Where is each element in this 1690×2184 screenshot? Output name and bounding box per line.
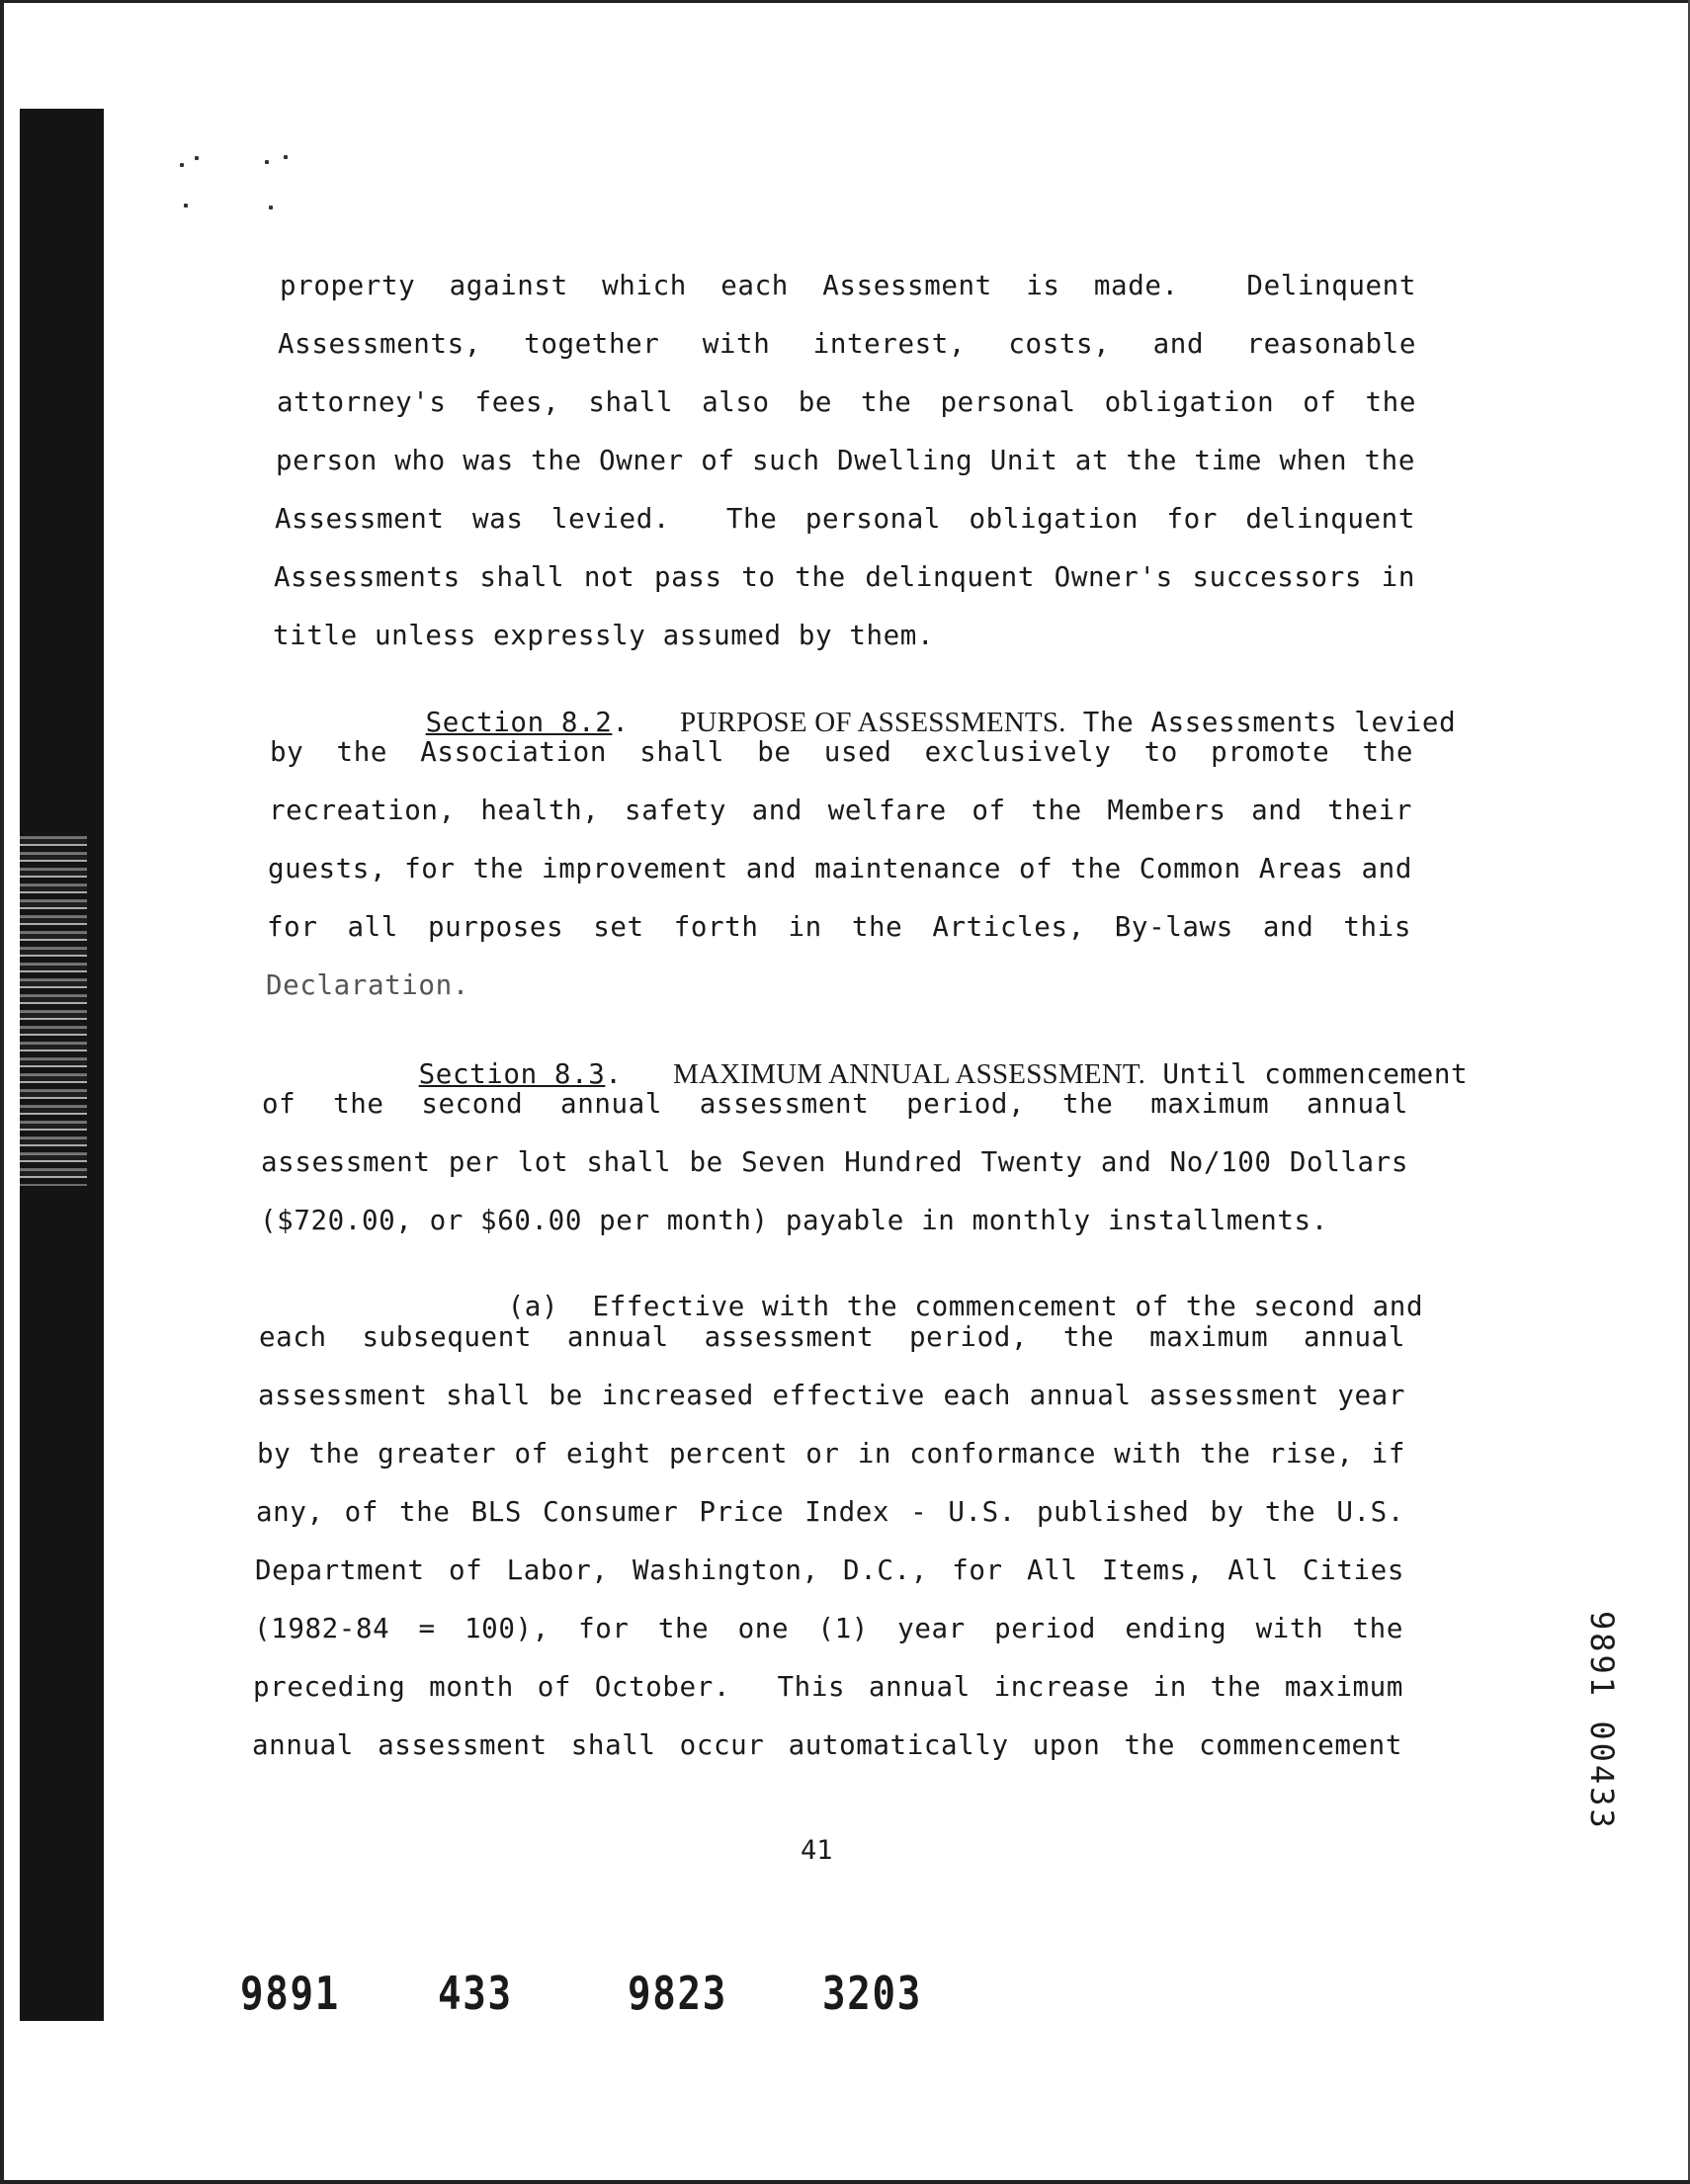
scan-speck	[180, 163, 184, 167]
left-border	[0, 0, 4, 2184]
section-8-2-line: by the Association shall be used exclusively to promote the	[270, 736, 1413, 768]
body-line: property against which each Assessment is made. Delinquent	[280, 270, 1416, 301]
subsection-a-line: (1982-84 = 100), for the one (1) year period ending with the	[254, 1613, 1403, 1644]
section-8-3-line: ($720.00, or $60.00 per month) payable in monthly installments.	[260, 1205, 1328, 1236]
body-line: Assessments shall not pass to the delinquent Owner's successors in	[274, 561, 1415, 593]
body-line: person who was the Owner of such Dwelling Unit at the time when the	[276, 445, 1415, 476]
recording-stamp-part: 9823	[628, 1967, 727, 2020]
subsection-a-text: Effective with the commencement of the second and	[592, 1290, 1424, 1322]
body-line: Assessment was levied. The personal obligation for delinquent	[275, 503, 1415, 535]
scan-speck	[284, 155, 288, 159]
subsection-a-line: assessment shall be increased effective each annual assessment year	[258, 1380, 1405, 1411]
subsection-a-marker: (a)	[507, 1290, 559, 1322]
scan-speck	[195, 156, 199, 160]
section-8-2-first-line: The Assessments levied	[1082, 706, 1457, 738]
body-line: attorney's fees, shall also be the personal obligation of the	[277, 386, 1416, 418]
section-8-2-line: guests, for the improvement and maintenance of the Common Areas and	[268, 853, 1412, 884]
section-8-2-heading-line: Section 8.2. PURPOSE OF ASSESSMENTS. The Assessments levied	[425, 706, 1457, 738]
body-line: Assessments, together with interest, costs, and reasonable	[278, 328, 1416, 360]
section-8-2-line: Declaration.	[266, 969, 469, 1001]
section-8-3-line: assessment per lot shall be Seven Hundred Twenty and No/100 Dollars	[261, 1146, 1408, 1178]
subsection-a-line: annual assessment shall occur automatically upon the commencement	[252, 1729, 1402, 1761]
scan-speck	[265, 160, 269, 164]
bottom-border	[0, 2180, 1690, 2184]
section-8-2-line: for all purposes set forth in the Articles, By-laws and this	[267, 911, 1411, 943]
section-8-2-heading: PURPOSE OF ASSESSMENTS.	[680, 706, 1066, 738]
subsection-a-line: Department of Labor, Washington, D.C., for All Items, All Cities	[255, 1554, 1404, 1586]
section-8-3-label: Section 8.3	[418, 1057, 606, 1090]
subsection-a-line: each subsequent annual assessment period, the maximum annual	[259, 1321, 1405, 1353]
scan-speck	[269, 206, 273, 210]
scan-edge-noise	[20, 830, 87, 1186]
section-8-3-heading: MAXIMUM ANNUAL ASSESSMENT.	[673, 1057, 1146, 1090]
subsection-a-line: by the greater of eight percent or in conformance with the rise, if	[257, 1438, 1405, 1470]
body-line: title unless expressly assumed by them.	[273, 620, 935, 651]
top-border	[0, 0, 1690, 3]
recording-stamp-part: 9891	[240, 1967, 340, 2020]
subsection-a-line: any, of the BLS Consumer Price Index - U.S. published by the U.S.	[256, 1496, 1404, 1528]
recording-stamp-part: 3203	[822, 1967, 922, 2020]
page-number: 41	[801, 1835, 833, 1866]
section-8-3-first-line: Until commencement	[1162, 1057, 1469, 1090]
subsection-a-line: preceding month of October. This annual increase in the maximum	[253, 1671, 1403, 1703]
section-8-2-label: Section 8.2	[425, 706, 613, 738]
recording-stamp-part: 433	[438, 1967, 513, 2020]
side-recording-stamp: 9891 00433	[1583, 1611, 1621, 1831]
section-8-3-heading-line: Section 8.3. MAXIMUM ANNUAL ASSESSMENT. Until commencement	[418, 1057, 1469, 1090]
scan-speck	[184, 204, 188, 208]
section-8-2-line: recreation, health, safety and welfare of the Members and their	[269, 795, 1412, 826]
section-8-3-line: of the second annual assessment period, the maximum annual	[262, 1088, 1408, 1120]
